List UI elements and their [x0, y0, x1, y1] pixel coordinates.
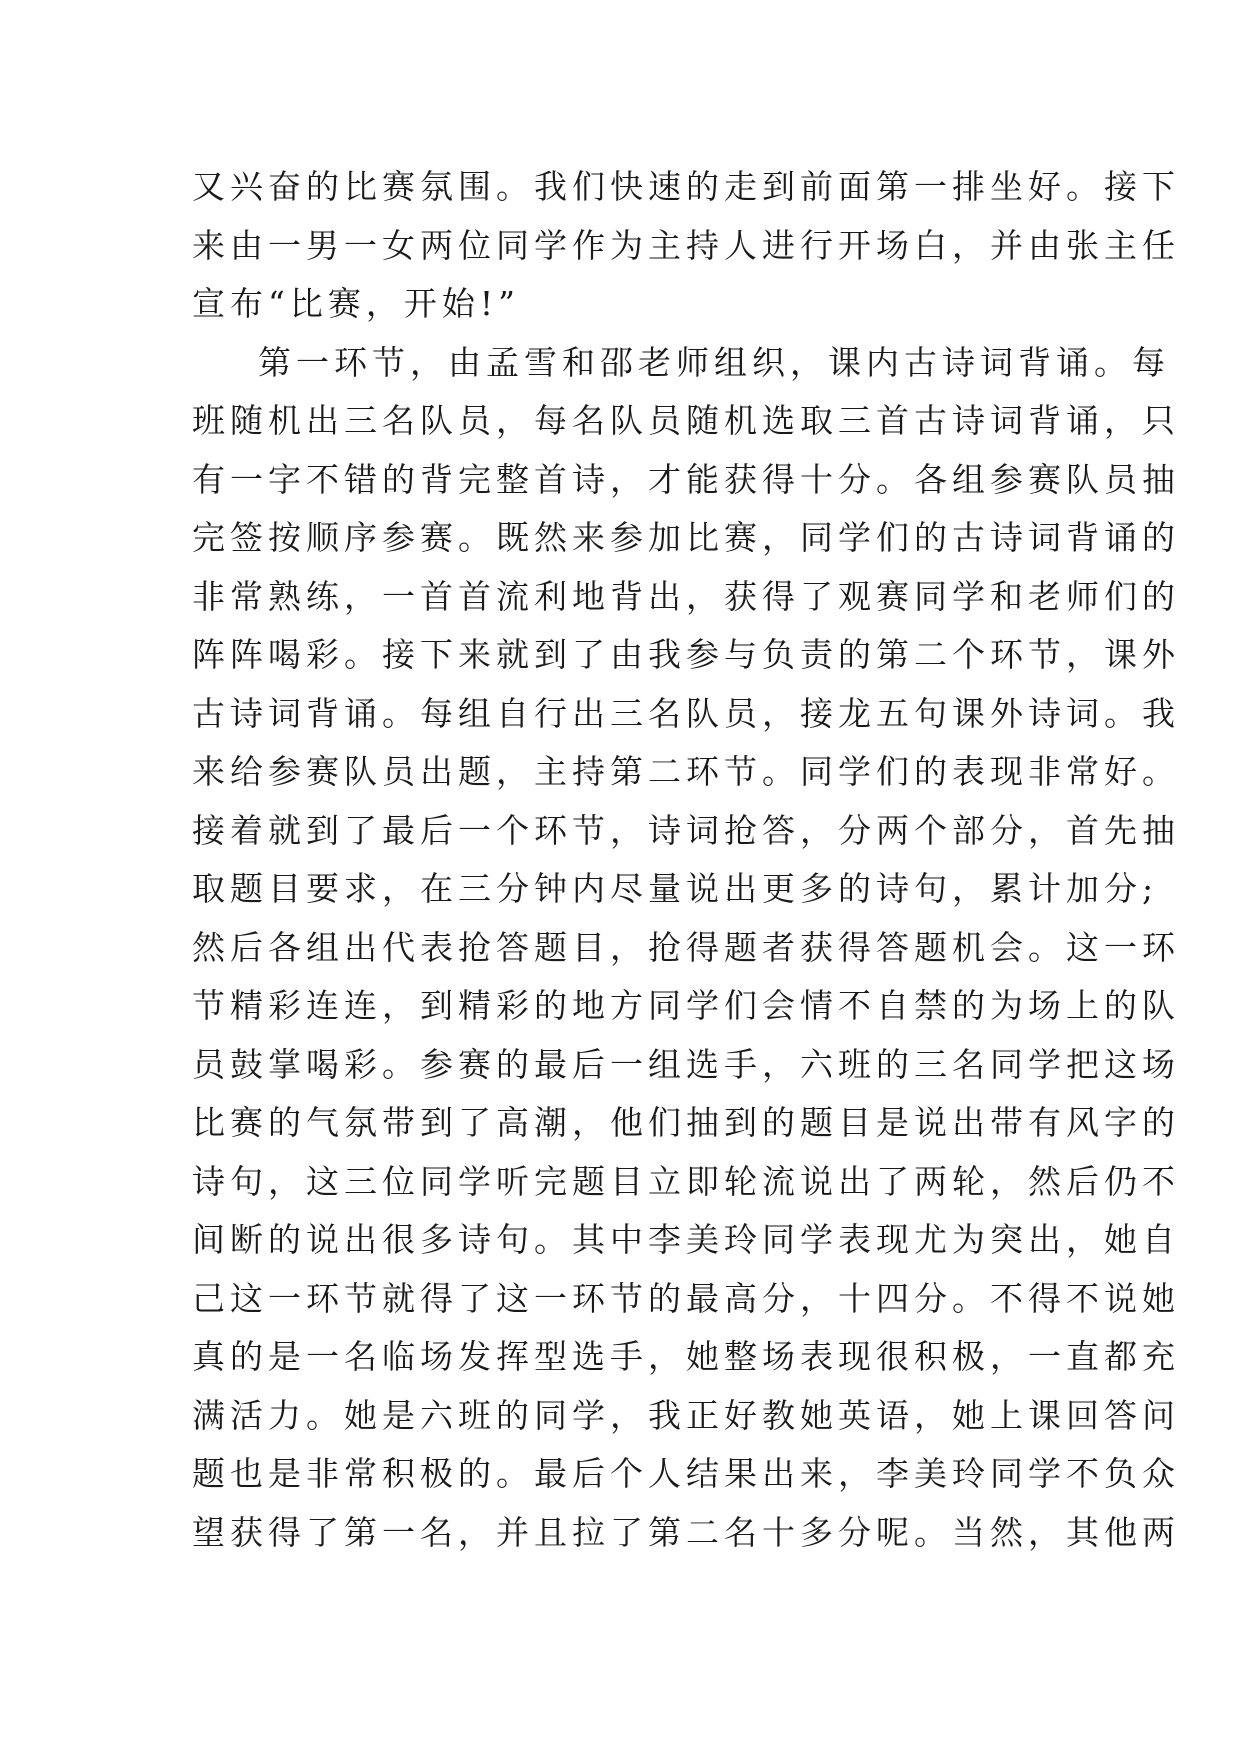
text-line: 满活力。她是六班的同学，我正好教她英语，她上课回答问	[192, 1395, 1180, 1435]
text-line: 又兴奋的比赛氛围。我们快速的走到前面第一排坐好。接下	[192, 167, 1180, 206]
text-line: 然后各组出代表抢答题目，抢得题者获得答题机会。这一环	[192, 927, 1180, 967]
text-line: 阵阵喝彩。接下来就到了由我参与负责的第二个环节，课外	[192, 635, 1180, 674]
paragraph-first-line: 第一环节，由孟雪和邵老师组织，课内古诗词背诵。每	[258, 342, 1170, 382]
text-line: 古诗词背诵。每组自行出三名队员，接龙五句课外诗词。我	[192, 693, 1180, 733]
text-line: 来由一男一女两位同学作为主持人进行开场白，并由张主任	[192, 225, 1180, 265]
text-line: 来给参赛队员出题，主持第二环节。同学们的表现非常好。	[192, 752, 1180, 791]
body-text	[192, 158, 1180, 1562]
text-line: 诗句，这三位同学听完题目立即轮流说出了两轮，然后仍不	[192, 1161, 1180, 1201]
text-line: 题也是非常积极的。最后个人结果出来，李美玲同学不负众	[192, 1454, 1180, 1493]
text-line: 员鼓掌喝彩。参赛的最后一组选手，六班的三名同学把这场	[192, 1044, 1180, 1084]
text-line: 接着就到了最后一个环节，诗词抢答，分两个部分，首先抽	[192, 810, 1180, 850]
text-line: 非常熟练，一首首流利地背出，获得了观赛同学和老师们的	[192, 576, 1180, 616]
text-line: 有一字不错的背完整首诗，才能获得十分。各组参赛队员抽	[192, 459, 1180, 499]
text-line: 间断的说出很多诗句。其中李美玲同学表现尤为突出，她自	[192, 1220, 1180, 1259]
text-line: 宣布“比赛，开始!”	[192, 284, 521, 323]
text-line: 取题目要求，在三分钟内尽量说出更多的诗句，累计加分;	[192, 869, 1159, 908]
text-line: 完签按顺序参赛。既然来参加比赛，同学们的古诗词背诵的	[192, 518, 1180, 557]
text-line: 比赛的气氛带到了高潮，他们抽到的题目是说出带有风字的	[192, 1103, 1180, 1142]
text-line: 节精彩连连，到精彩的地方同学们会情不自禁的为场上的队	[192, 986, 1180, 1025]
text-line: 望获得了第一名，并且拉了第二名十多分呢。当然，其他两	[192, 1512, 1180, 1552]
text-line: 己这一环节就得了这一环节的最高分，十四分。不得不说她	[192, 1278, 1180, 1318]
text-line: 班随机出三名队员，每名队员随机选取三首古诗词背诵，只	[192, 401, 1180, 440]
text-line: 真的是一名临场发挥型选手，她整场表现很积极，一直都充	[192, 1337, 1180, 1376]
